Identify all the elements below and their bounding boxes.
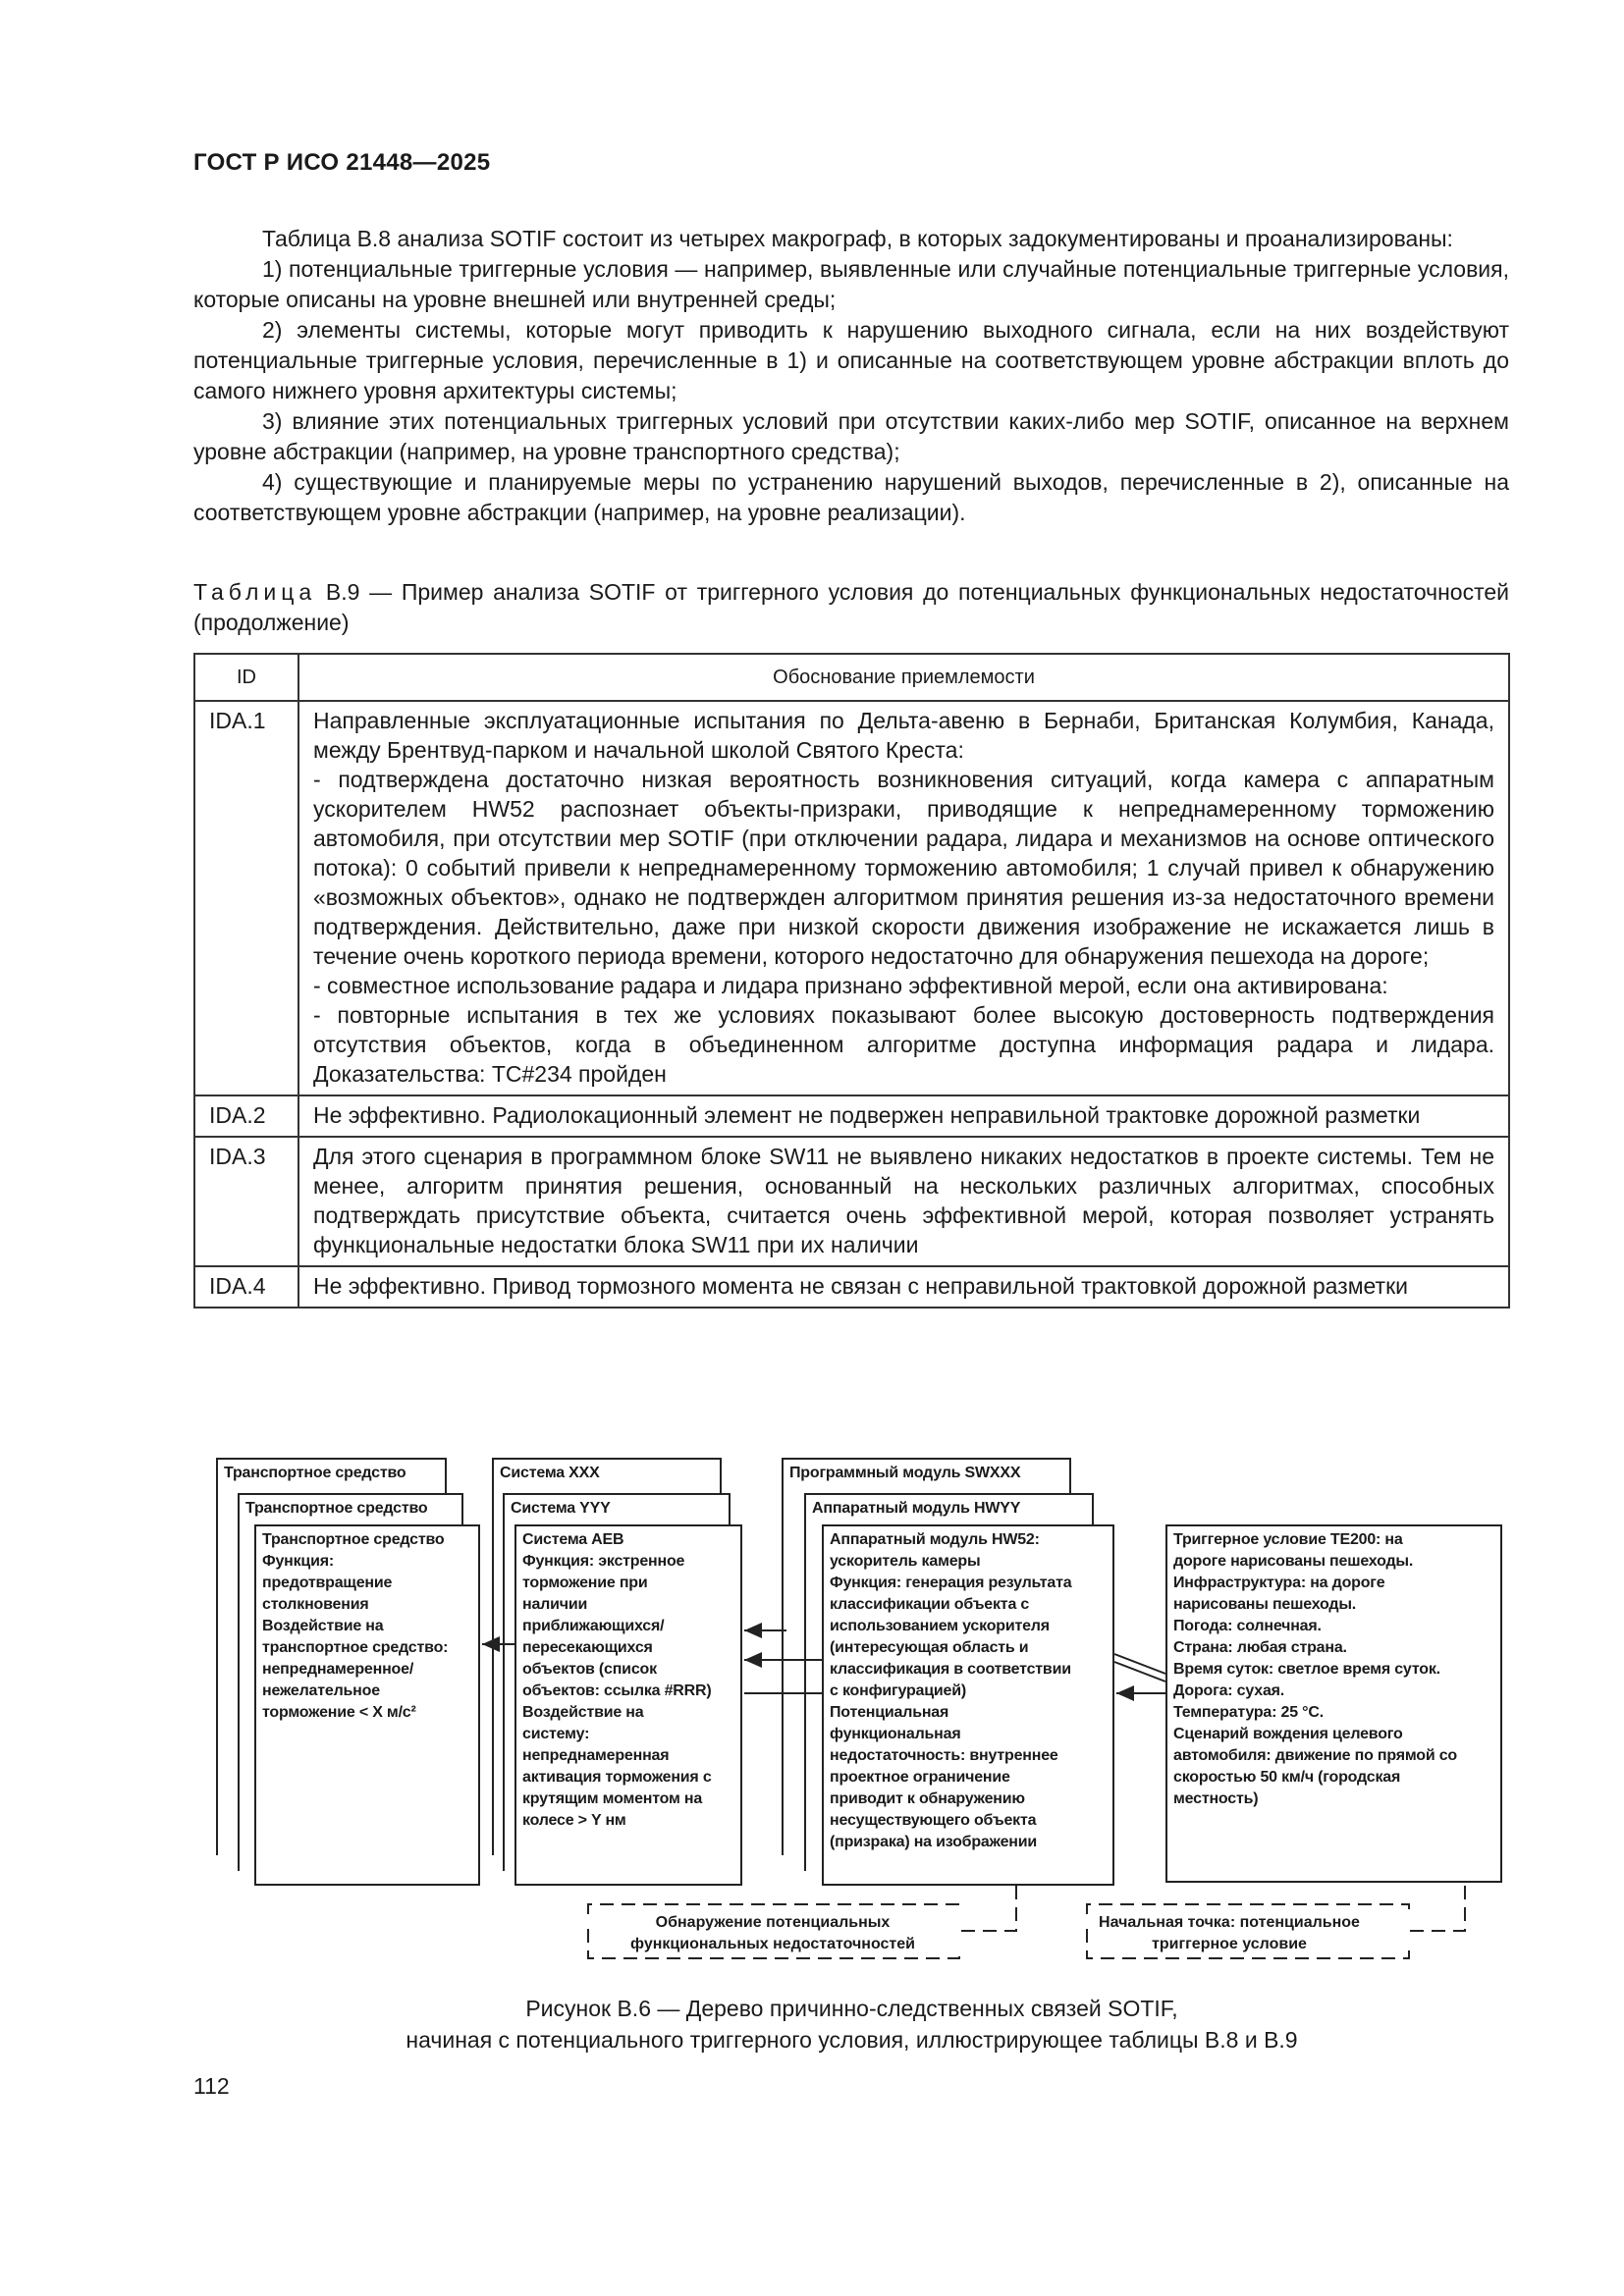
vehicle-back-box: Транспортное средство <box>216 1458 447 1855</box>
row-id: IDA.2 <box>194 1095 298 1137</box>
diagram-connectors <box>193 1438 1510 1988</box>
system-mid-box: Система YYY <box>503 1493 731 1871</box>
hardware-module-front-box: Аппаратный модуль HW52: ускоритель камеры Функция: генерация результата классификации объекта с использованием ускорителя (интересующая область и классификация в соответствии с конфигурацией) Потенциальная функциональная недостаточность: внутреннее проектное ограничение приводит к обнаружению несуществующего объекта (призрака) на изображении <box>822 1524 1114 1886</box>
paragraph: 2) элементы системы, которые могут приводить к нарушению выходного сигнала, если на них воздействуют потенциальные триггерные условия, перечисленные в 1) и описанные на соответствующем уровне абстракции вплоть до самого нижнего уровня архитектуры системы; <box>193 317 1509 403</box>
table-row <box>194 1095 1509 1137</box>
figure-caption-line1: Рисунок В.6 — Дерево причинно-следственных связей SOTIF, <box>525 1996 1178 2021</box>
table-caption <box>193 577 1509 638</box>
table-row <box>194 701 1509 1095</box>
body-text <box>193 224 1509 528</box>
figure-caption <box>193 1993 1510 2056</box>
row-id: IDA.3 <box>194 1137 298 1266</box>
row-id: IDA.4 <box>194 1266 298 1308</box>
page-header: ГОСТ Р ИСО 21448—2025 <box>193 149 491 176</box>
page-number: 112 <box>193 2073 230 2099</box>
label-functional-insufficiencies: Обнаружение потенциальных функциональных недостаточностей <box>630 1914 915 1952</box>
paragraph: Таблица В.8 анализа SOTIF состоит из четырех макрограф, в которых задокументированы и проанализированы: <box>262 226 1453 251</box>
justification-table <box>193 653 1510 1308</box>
vehicle-front-box: Транспортное средство Функция: предотвращение столкновения Воздействие на транспортное средство: непреднамеренное/ нежелательное торможение < X м/с² <box>254 1524 480 1886</box>
table-row <box>194 1137 1509 1266</box>
system-front-box: Система AEB Функция: экстренное торможение при наличии приближающихся/ пересекающихся объектов (список объектов: ссылка #RRR) Воздействие на систему: непреднамеренная активация торможения с крутящим моментом на колесе > Y нм <box>514 1524 742 1886</box>
system-back-box: Система XXX <box>492 1458 722 1855</box>
row-text: Направленные эксплуатационные испытания по Дельта-авеню в Бернаби, Британская Колумбия, Канада, между Брентвуд-парком и начальной школой Святого Креста: - подтверждена достаточно низкая вероятность возникновения ситуаций, когда камера с аппаратным ускорителем HW52 распознает объекты-призраки, приводящие к непреднамеренному торможению автомобиля, при отсутствии мер SOTIF (при отключении радара, лидара и механизмов на основе оптического потока): 0 событий привели к непреднамеренному торможению автомобиля; 1 случай привел к обнаружению «возможных объектов», однако не подтвержден алгоритмом принятия решения из-за недостаточного времени подтверждения. Действительно, даже при низкой скорости движения изображение не искажается лишь в течение очень короткого периода времени, которого недостаточно для обнаружения пешехода на дороге; - совместное использование радара и лидара признано эффективной мерой, если она активирована: - повторные испытания в тех же условиях показывают более высокую достоверность подтверждения отсутствия объектов, когда в объединенном алгоритме доступна информация радара и лидара. Доказательства: ТС#234 пройден <box>298 701 1509 1095</box>
row-text: Не эффективно. Радиолокационный элемент не подвержен неправильной трактовке дорожной разметки <box>298 1095 1509 1137</box>
triggering-condition-box: Триггерное условие TE200: на дороге нарисованы пешеходы. Инфраструктура: на дороге нарисованы пешеходы. Погода: солнечная. Страна: любая страна. Время суток: светлое время суток. Дорога: сухая. Температура: 25 °C. Сценарий вождения целевого автомобиля: движение по прямой со скоростью 50 км/ч (городская местность) <box>1165 1524 1502 1883</box>
paragraph: 3) влияние этих потенциальных триггерных условий при отсутствии каких-либо мер SOTIF, описанное на верхнем уровне абстракции (например, на уровне транспортного средства); <box>193 408 1509 464</box>
hardware-module-mid-box: Аппаратный модуль HWYY <box>804 1493 1094 1871</box>
row-text: Не эффективно. Привод тормозного момента не связан с неправильной трактовкой дорожной разметки <box>298 1266 1509 1308</box>
table-caption-label: Таблица <box>193 579 317 605</box>
vehicle-mid-box: Транспортное средство <box>238 1493 463 1871</box>
table-row <box>194 1266 1509 1308</box>
row-id: IDA.1 <box>194 701 298 1095</box>
paragraph: 4) существующие и планируемые меры по устранению нарушений выходов, перечисленные в 2), описанные на соответствующем уровне абстракции (например, на уровне реализации). <box>193 469 1509 525</box>
row-text: Для этого сценария в программном блоке SW11 не выявлено никаких недостатков в проекте системы. Тем не менее, алгоритм принятия решения, основанный на нескольких различных алгоритмах, способных подтверждать присутствие объекта, считается очень эффективной мерой, которая позволяет устранять функциональные недостатки блока SW11 при их наличии <box>298 1137 1509 1266</box>
paragraph: 1) потенциальные триггерные условия — например, выявленные или случайные потенциальные триггерные условия, которые описаны на уровне внешней или внутренней среды; <box>193 256 1509 312</box>
cause-effect-diagram <box>193 1438 1510 1988</box>
column-header-id: ID <box>194 654 298 701</box>
software-module-back-box: Программный модуль SWXXX <box>782 1458 1071 1855</box>
column-header-justification: Обоснование приемлемости <box>298 654 1509 701</box>
table-caption-text: В.9 — Пример анализа SOTIF от триггерного условия до потенциальных функциональных недостаточностей (продолжение) <box>193 579 1509 635</box>
label-starting-point: Начальная точка: потенциальное триггерное условие <box>1099 1914 1360 1952</box>
figure-caption-line2: начиная с потенциального триггерного условия, иллюстрирующее таблицы В.8 и В.9 <box>406 2027 1298 2053</box>
